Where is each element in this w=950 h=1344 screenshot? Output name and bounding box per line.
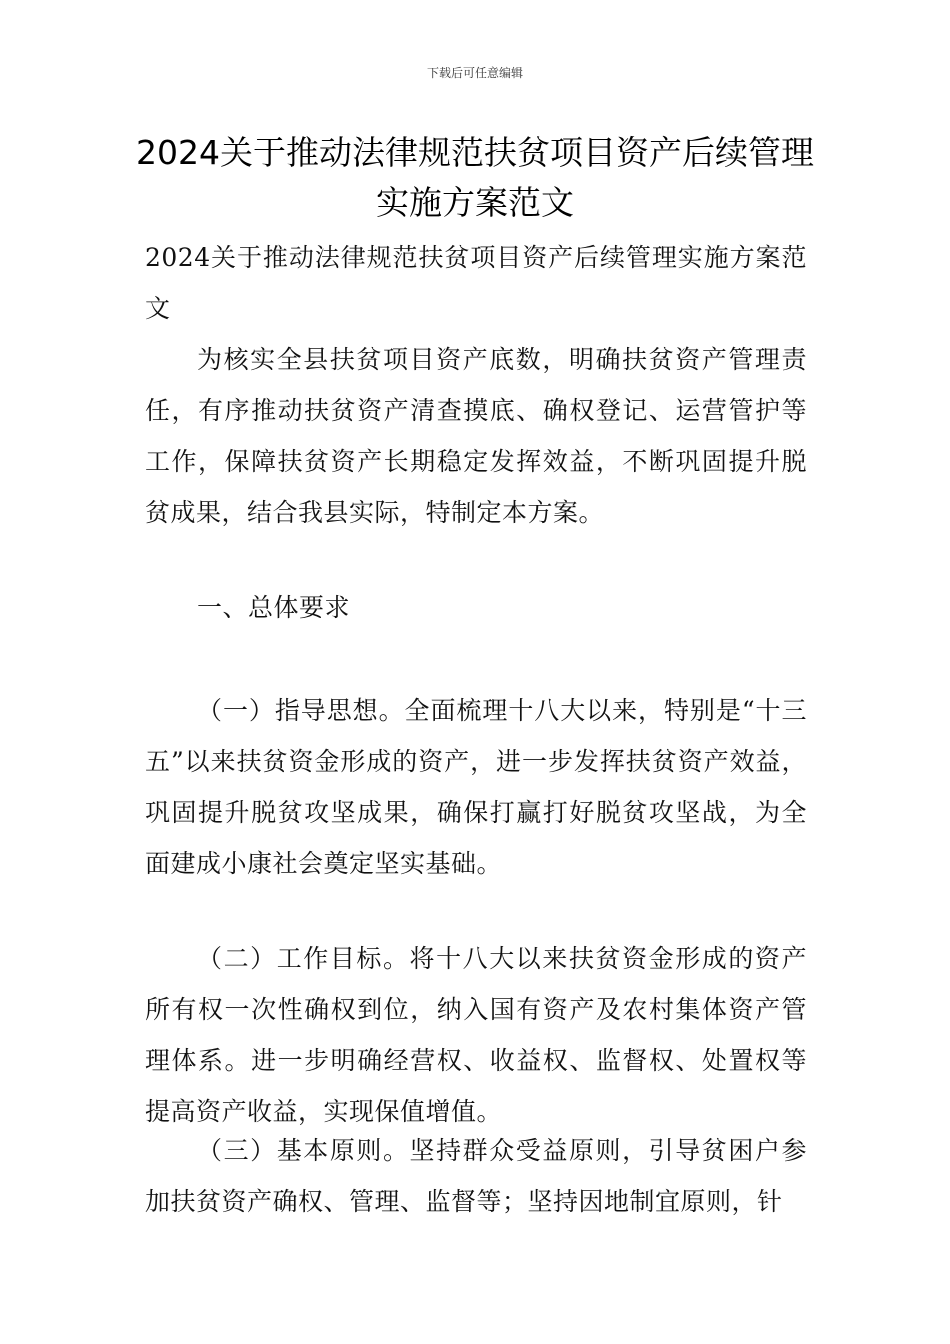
page-header-note: 下载后可任意编辑 xyxy=(426,66,523,80)
document-subtitle: 2024关于推动法律规范扶贫项目资产后续管理实施方案范文 xyxy=(145,243,807,323)
paragraph-work-goals: （二）工作目标。将十八大以来扶贫资金形成的资产所有权一次性确权到位，纳入国有资产及农村集体资产管理体系。进一步明确经营权、收益权、监督权、处置权等提高资产收益，实现保值增值。 xyxy=(145,944,807,1126)
intro-paragraph: 为核实全县扶贫项目资产底数，明确扶贫资产管理责任，有序推动扶贫资产清查摸底、确权登记、运营管护等工作，保障扶贫资产长期稳定发挥效益，不断巩固提升脱贫成果，结合我县实际，特制定本方案。 xyxy=(145,345,807,527)
paragraph-basic-principles: （三）基本原则。坚持群众受益原则，引导贫困户参加扶贫资产确权、管理、监督等；坚持因地制宜原则，针 xyxy=(145,1136,807,1216)
section-heading-general-requirements: 一、总体要求 xyxy=(197,593,351,622)
paragraph-guiding-ideology: （一）指导思想。全面梳理十八大以来，特别是“十三五”以来扶贫资金形成的资产，进一步发挥扶贫资产效益，巩固提升脱贫攻坚成果，确保打赢打好脱贫攻坚战，为全面建成小康社会奠定坚实基础。 xyxy=(145,696,807,878)
document-title: 2024关于推动法律规范扶贫项目资产后续管理实施方案范文 xyxy=(136,133,814,222)
